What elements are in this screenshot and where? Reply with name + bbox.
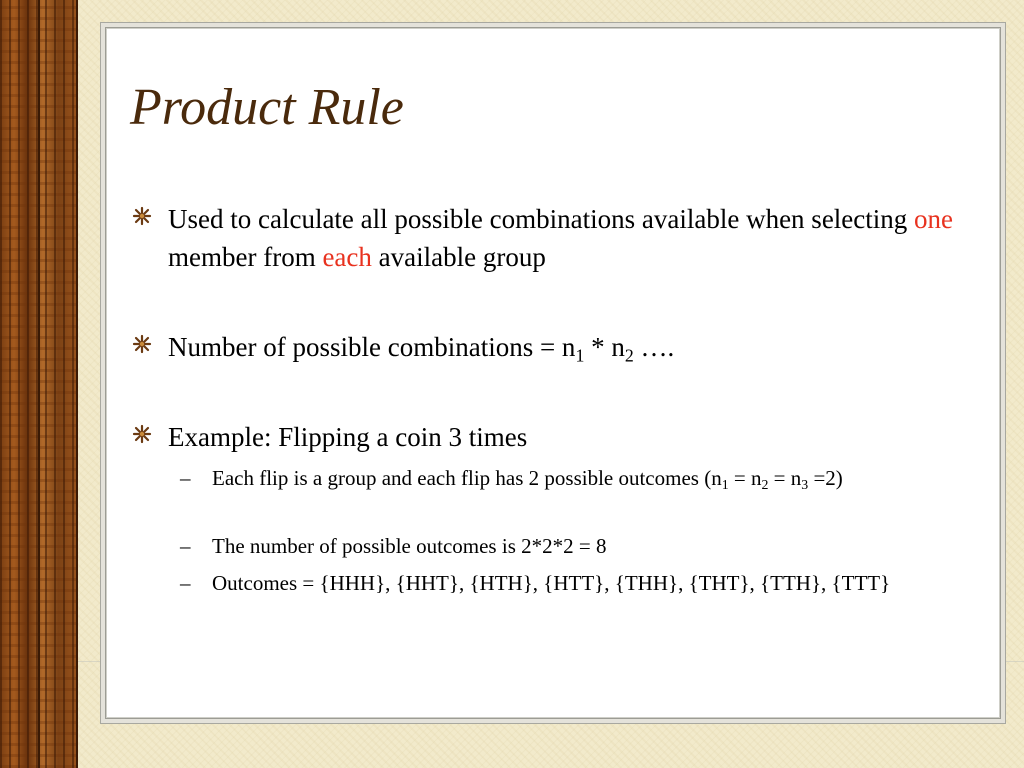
- star-bullet-icon: [132, 334, 152, 354]
- sub-bullet-text: Outcomes = {HHH}, {HHT}, {HTH}, {HTT}, {THH}, {THT}, {TTH}, {TTT}: [212, 571, 891, 595]
- dash-bullet: –: [180, 571, 191, 595]
- bullet-text: Used to calculate all possible combinations available when selecting one member from each available group: [168, 204, 954, 272]
- star-bullet-icon: [132, 424, 152, 444]
- highlight-word: each: [322, 242, 372, 272]
- sub-bullet-item: [180, 532, 970, 561]
- star-bullet-icon: [132, 206, 152, 226]
- sub-bullet-text: The number of possible outcomes is 2*2*2 = 8: [212, 534, 607, 558]
- sub-bullet-text: Each flip is a group and each flip has 2 possible outcomes $(n_1 = n_2 = n_3 =2)$: [212, 466, 843, 493]
- bullet-item: [132, 200, 982, 276]
- wood-sidebar-decoration: [0, 0, 78, 768]
- dash-bullet: –: [180, 466, 191, 490]
- sub-bullet-item: [180, 569, 970, 598]
- dash-bullet: –: [180, 534, 191, 558]
- slide-title: Product Rule: [130, 79, 404, 136]
- bullet-text: Example: Flipping a coin 3 times: [168, 422, 528, 452]
- bullet-text: Number of possible combinations = $n_1 * n_2$ ….: [168, 332, 675, 366]
- sub-bullet-item: [180, 464, 970, 493]
- bullet-item: [132, 328, 982, 366]
- bullet-item: [132, 418, 982, 456]
- highlight-word: one: [914, 204, 954, 234]
